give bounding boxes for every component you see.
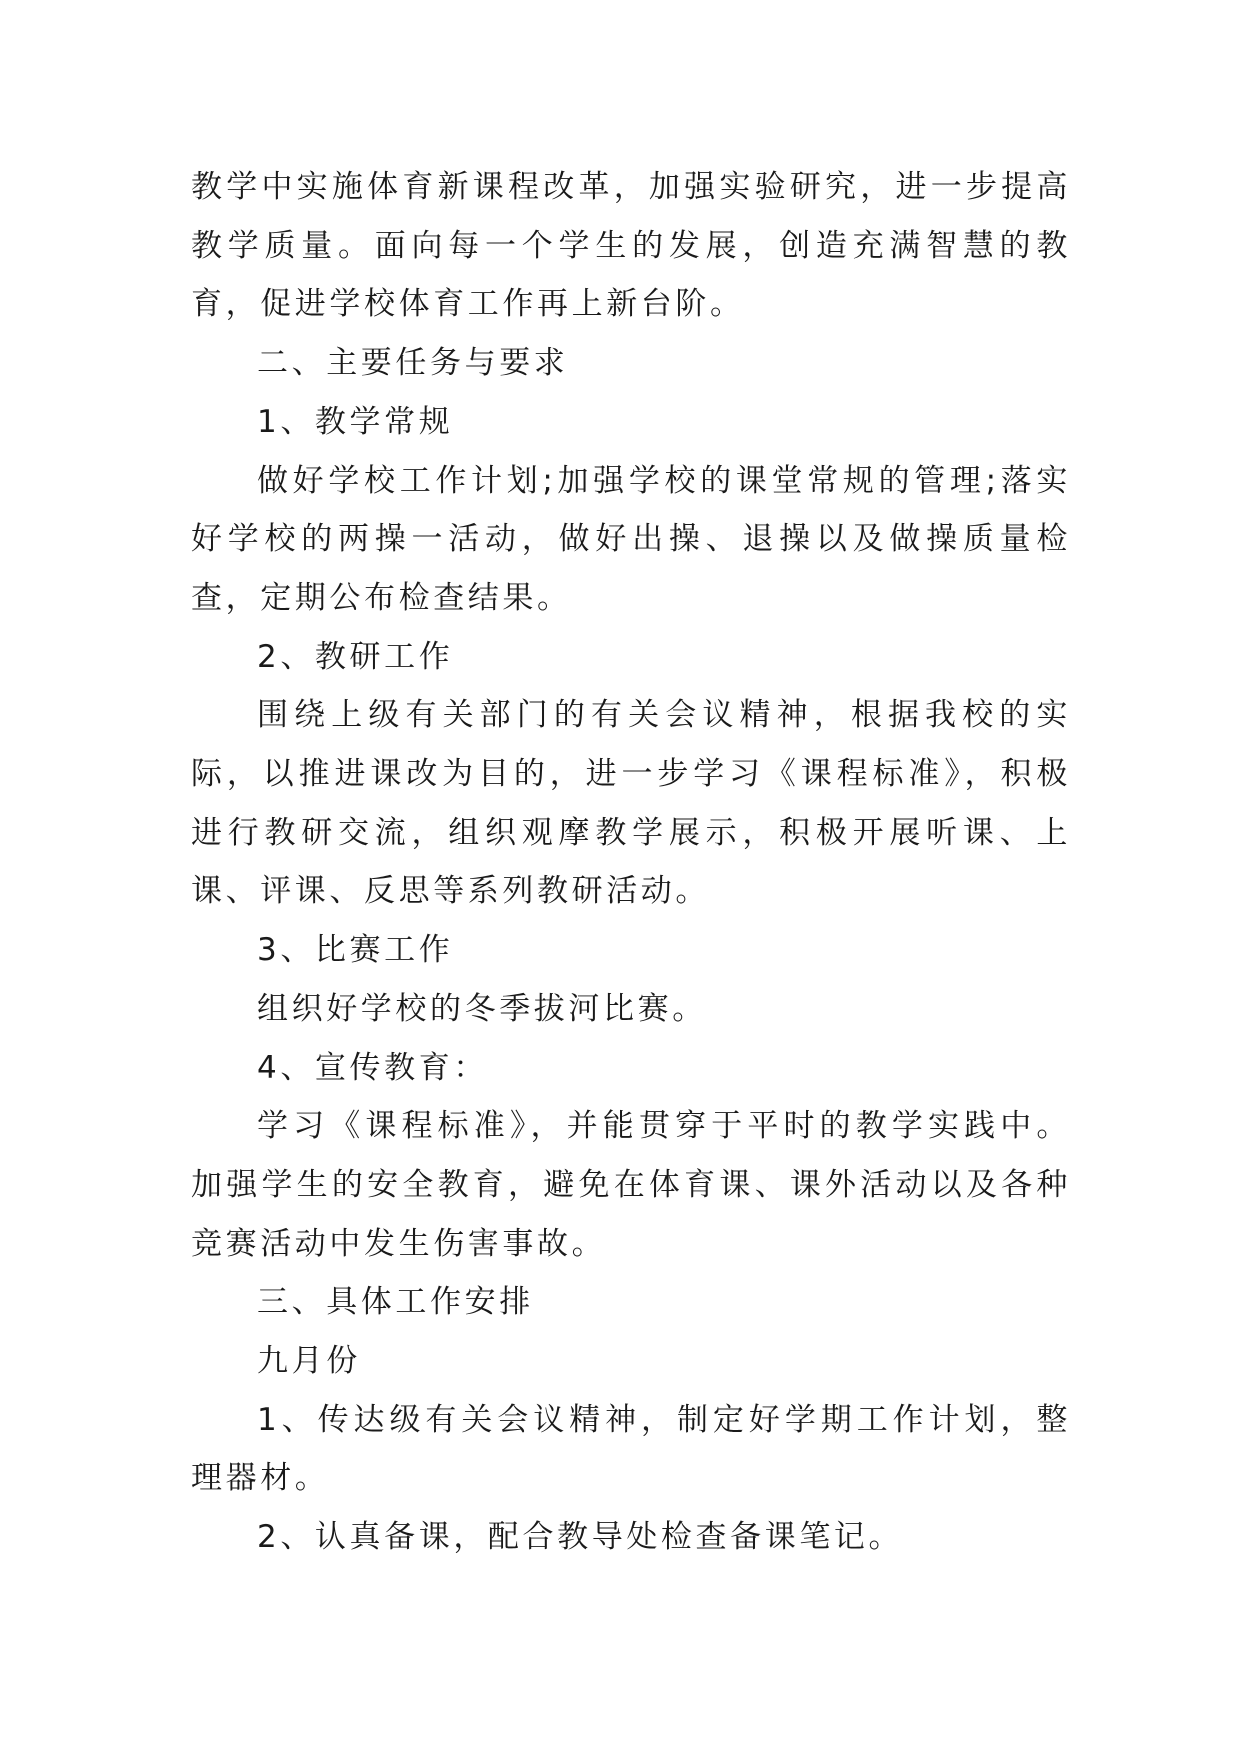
document-body [191,158,1071,1567]
paragraph-teaching-research: 围绕上级有关部门的有关会议精神，根据我校的实际，以推进课改为目的，进一步学习《课程标准》，积极进行教研交流，组织观摩教学展示，积极开展听课、上课、评课、反思等系列教研活动。 [191,697,1071,910]
subheading-competition: 3、比赛工作 [257,932,454,969]
subheading-teaching-research: 2、教研工作 [257,638,454,675]
paragraph-publicity: 学习《课程标准》，并能贯穿于平时的教学实践中。加强学生的安全教育，避免在体育课、课外活动以及各种竞赛活动中发生伤害事故。 [191,1108,1071,1262]
paragraph-competition: 组织好学校的冬季拔河比赛。 [257,990,707,1027]
section-heading-main-tasks: 二、主要任务与要求 [257,345,569,382]
subheading-publicity: 4、宣传教育： [257,1049,488,1086]
section-heading-schedule: 三、具体工作安排 [257,1284,534,1321]
subheading-september: 九月份 [257,1343,361,1380]
subheading-teaching-routine: 1、教学常规 [257,403,454,440]
paragraph-intro: 教学中实施体育新课程改革，加强实验研究，进一步提高教学质量。面向每一个学生的发展，创造充满智慧的教育，促进学校体育工作再上新台阶。 [191,169,1071,323]
list-item-september-2: 2、认真备课，配合教导处检查备课笔记。 [257,1519,904,1556]
paragraph-teaching-routine: 做好学校工作计划;加强学校的课堂常规的管理;落实好学校的两操一活动，做好出操、退操以及做操质量检查，定期公布检查结果。 [191,462,1071,616]
list-item-september-1: 1、传达级有关会议精神，制定好学期工作计划，整理器材。 [191,1401,1071,1497]
